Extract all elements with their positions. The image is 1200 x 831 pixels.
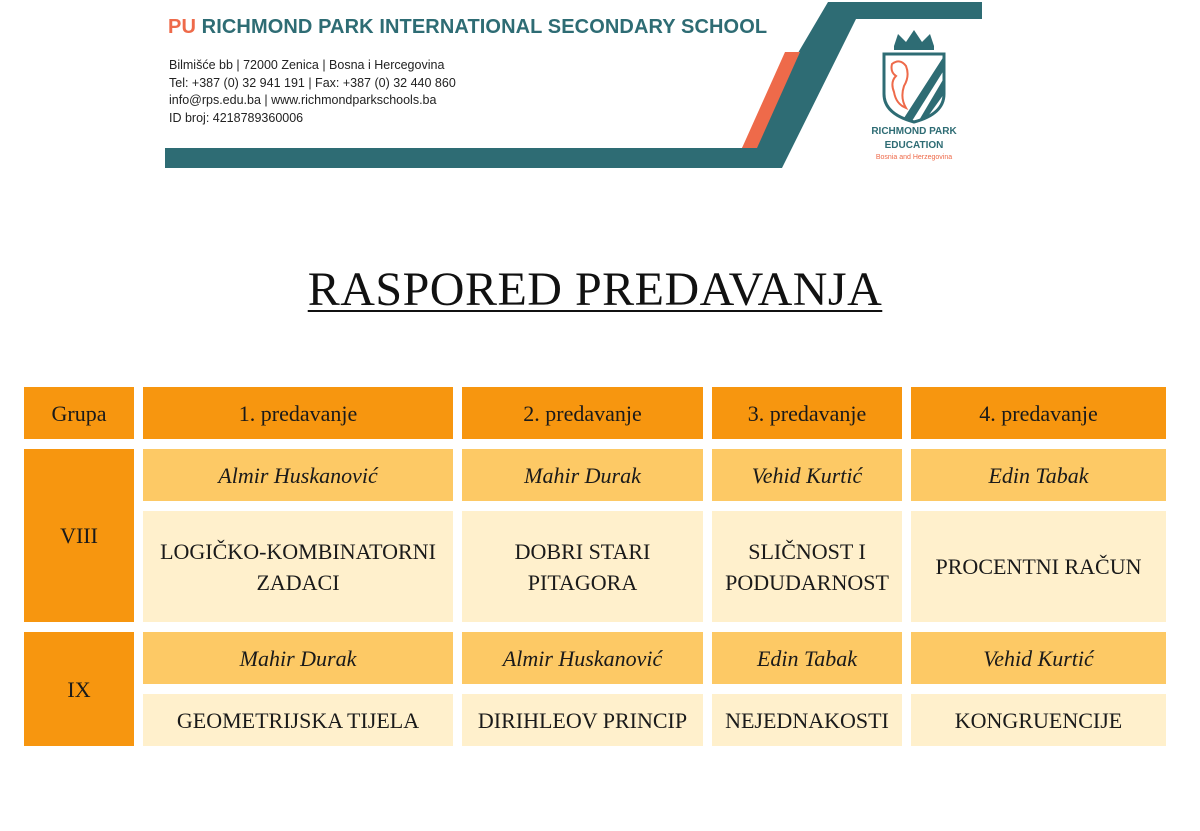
lecturer-cell: Mahir Durak: [143, 632, 453, 684]
header-cell-lecture-1: 1. predavanje: [143, 387, 453, 439]
topic-cell: [143, 511, 453, 622]
letterhead: [0, 0, 1200, 180]
header-cell-lecture-4: 4. predavanje: [911, 387, 1166, 439]
lecturer-cell: Mahir Durak: [462, 449, 703, 501]
topic-cell: [462, 511, 703, 622]
topic-line: ZADACI: [256, 569, 340, 595]
topic-cell: DIRIHLEOV PRINCIP: [462, 694, 703, 746]
topic-line: PROCENTNI RAČUN: [935, 554, 1142, 579]
lecturer-cell: Vehid Kurtić: [712, 449, 902, 501]
group-label-ix: IX: [24, 632, 134, 746]
group-label-viii: VIII: [24, 449, 134, 622]
topic-cell: NEJEDNAKOSTI: [712, 694, 902, 746]
logo-line-2: EDUCATION: [884, 140, 944, 151]
topic-line: SLIČNOST I: [748, 538, 866, 564]
topic-cell: [911, 511, 1166, 622]
lecturer-cell: Almir Huskanović: [143, 449, 453, 501]
contact-block: [169, 57, 456, 127]
topic-cell: KONGRUENCIJE: [911, 694, 1166, 746]
school-name: [168, 16, 767, 39]
logo-line-1: RICHMOND PARK: [871, 126, 957, 137]
topic-line: DOBRI STARI: [514, 538, 651, 564]
logo-line-3: Bosnia and Herzegovina: [875, 154, 953, 161]
header-cell-lecture-2: 2. predavanje: [462, 387, 703, 439]
id-line: ID broj: 4218789360006: [169, 110, 304, 125]
phone-line: Tel: +387 (0) 32 941 191 | Fax: +387 (0) 32 440 860: [169, 75, 456, 90]
topic-cell: [712, 511, 902, 622]
web-line: info@rps.edu.ba | www.richmondparkschools.ba: [169, 93, 437, 107]
header-cell-group: Grupa: [24, 387, 134, 439]
topic-cell: GEOMETRIJSKA TIJELA: [143, 694, 453, 746]
lecturer-cell: Edin Tabak: [712, 632, 902, 684]
topic-line: LOGIČKO-KOMBINATORNI: [160, 538, 436, 564]
header-cell-lecture-3: 3. predavanje: [712, 387, 902, 439]
lecturer-cell: Vehid Kurtić: [911, 632, 1166, 684]
page-title: RASPORED PREDAVANJA: [307, 263, 883, 316]
lecturer-cell: Edin Tabak: [911, 449, 1166, 501]
lecturer-cell: Almir Huskanović: [462, 632, 703, 684]
school-prefix: PU: [168, 16, 196, 38]
logo-text: [846, 125, 982, 163]
school-name-text: RICHMOND PARK INTERNATIONAL SECONDARY SCHOOL: [201, 16, 768, 38]
address-line: Bilmišće bb | 72000 Zenica | Bosna i Hercegovina: [169, 58, 445, 72]
topic-line: PITAGORA: [527, 569, 638, 595]
topic-line: PODUDARNOST: [725, 569, 889, 595]
